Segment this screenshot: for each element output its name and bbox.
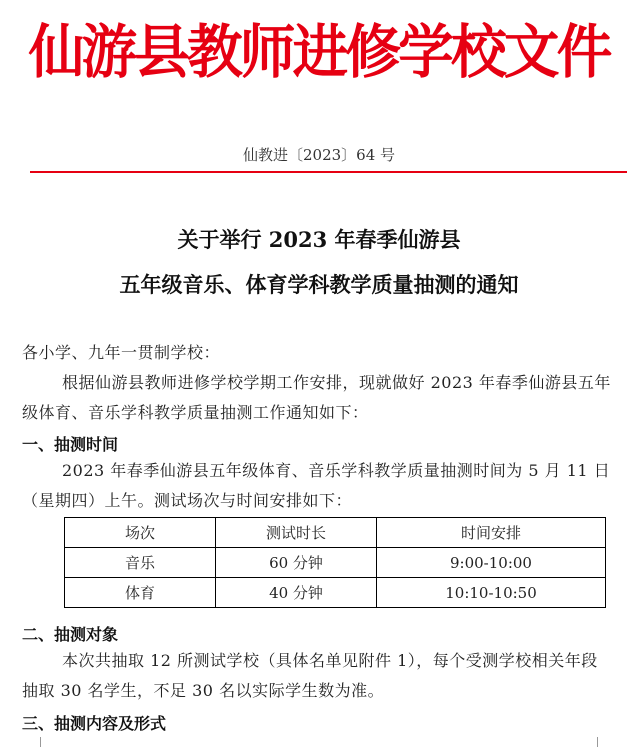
table-header-row — [65, 518, 606, 548]
page-corner-mark — [597, 737, 608, 747]
section-2-heading: 二、抽测对象 — [22, 625, 119, 644]
salutation: 各小学、九年一贯制学校： — [22, 343, 221, 362]
section-3-heading: 三、抽测内容及形式 — [22, 714, 167, 733]
section-1-body: 2023 年春季仙游县五年级体育、音乐学科教学质量抽测时间为 5 月 11 日（星期四）上午。测试场次与时间安排如下： — [22, 461, 611, 510]
table-header-cell: 时间安排 — [377, 518, 606, 548]
table-cell: 9:00-10:00 — [377, 548, 606, 578]
notice-title-line-2: 五年级音乐、体育学科教学质量抽测的通知 — [119, 272, 519, 297]
page-corner-mark — [30, 737, 41, 747]
table-cell: 音乐 — [65, 548, 216, 578]
section-2-body: 本次共抽取 12 所测试学校（具体名单见附件 1），每个受测学校相关年段抽取 30 名学生，不足 30 名以实际学生数为准。 — [22, 651, 598, 700]
document-number: 仙教进〔2023〕64 号 — [242, 146, 396, 164]
table-row — [65, 578, 606, 608]
masthead-title: 仙游县教师进修学校文件 — [28, 18, 610, 86]
section-1-heading: 一、抽测时间 — [22, 435, 119, 454]
table-cell: 10:10-10:50 — [377, 578, 606, 608]
notice-title-line-1: 关于举行 2023 年春季仙游县 — [177, 227, 461, 252]
table-header-cell: 场次 — [65, 518, 216, 548]
table-cell: 40 分钟 — [216, 578, 377, 608]
schedule-table — [64, 517, 606, 608]
red-divider-line — [30, 171, 627, 173]
table-cell: 60 分钟 — [216, 548, 377, 578]
table-header-cell: 测试时长 — [216, 518, 377, 548]
intro-paragraph: 根据仙游县教师进修学校学期工作安排，现就做好 2023 年春季仙游县五年级体育、音乐学科教学质量抽测工作通知如下： — [22, 373, 611, 422]
table-cell: 体育 — [65, 578, 216, 608]
table-row — [65, 548, 606, 578]
